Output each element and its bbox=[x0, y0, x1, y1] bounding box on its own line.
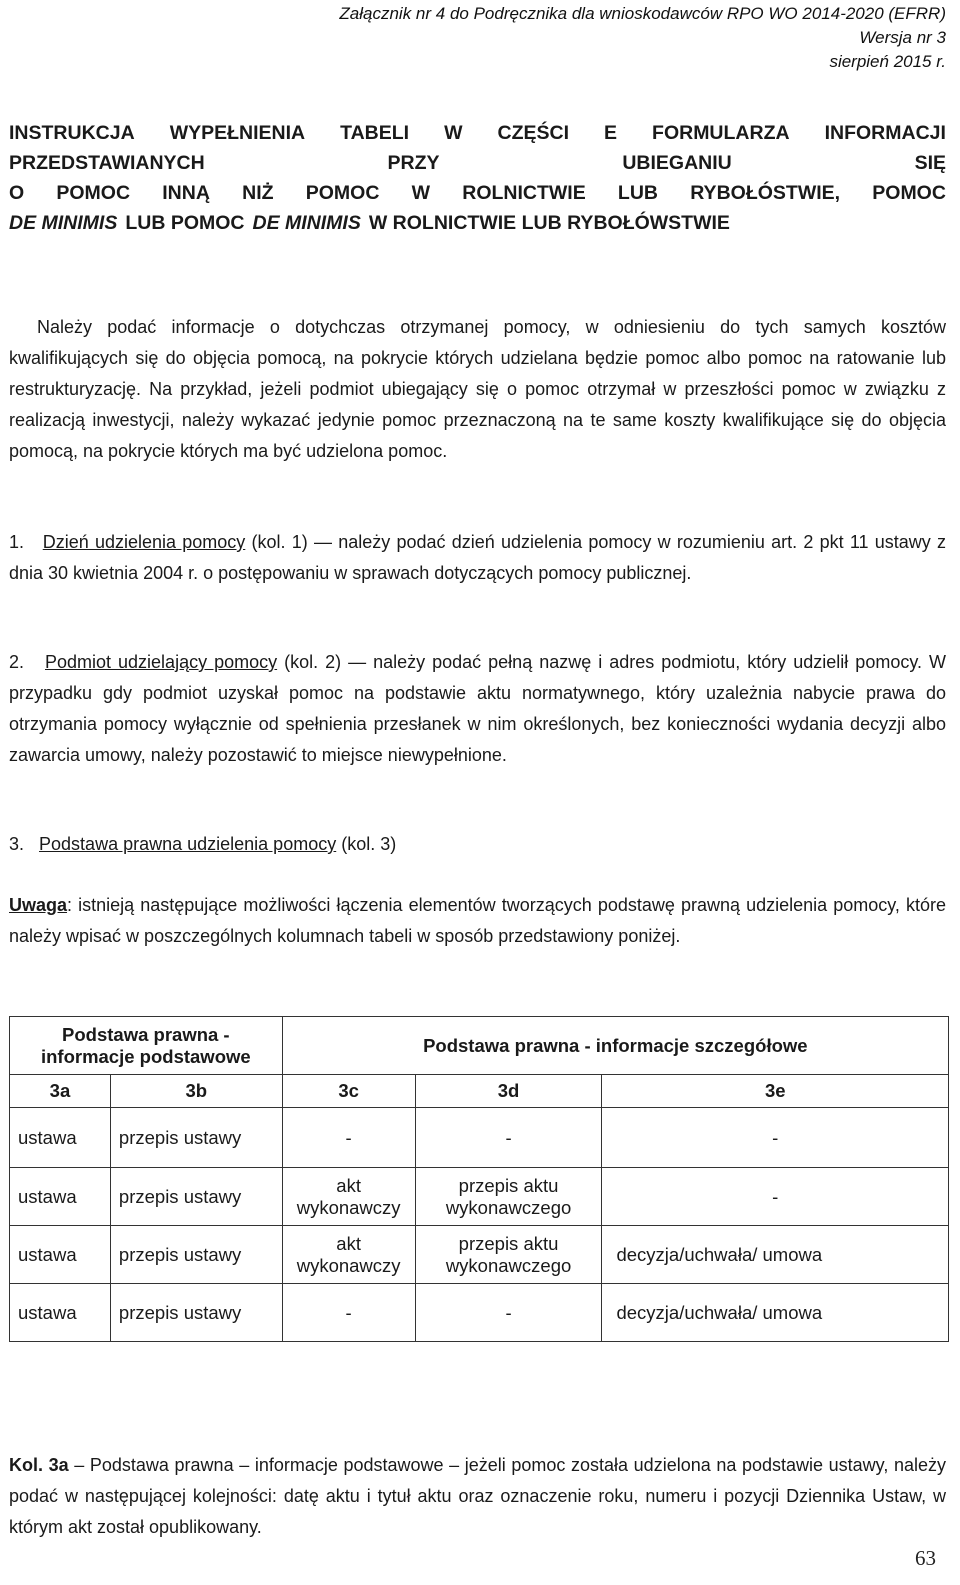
kol-3a-paragraph: Kol. 3a – Podstawa prawna – informacje podstawowe – jeżeli pomoc została udzielona na podstawie ustawy, należy podać w następującej kolejności: datę aktu i tytuł aktu oraz oznaczenie roku, numeru i pozycji Dziennika Ustaw, w którym akt został opublikowany. bbox=[9, 1455, 946, 1537]
col-code: 3c bbox=[282, 1075, 415, 1108]
item-1-paragraph: 1. Dzień udzielenia pomocy (kol. 1) — należy podać dzień udzielenia pomocy w rozumieniu art. 2 pkt 11 ustawy z dnia 30 kwietnia 2004 r. o postępowaniu w sprawach dotyczących pomocy publicznej. bbox=[9, 532, 946, 583]
table-cell: przepis ustawy bbox=[110, 1168, 282, 1226]
intro-paragraph: Należy podać informacje o dotychczas otrzymanej pomocy, w odniesieniu do tych samych kosztów kwalifikujących się do objęcia pomocą, na pokrycie których udzielana będzie pomoc albo pomoc na ratowanie lub restrukturyzację. Na przykład, jeżeli podmiot ubiegający się o pomoc otrzymał w przeszłości pomoc w związku z realizacją inwestycji, należy wykazać jedynie pomoc przeznaczoną na te same koszty kwalifikujące się do objęcia pomocą, na pokrycie których ma być udzielona pomoc. bbox=[9, 317, 946, 461]
kol-3a-label: Kol. 3a bbox=[9, 1455, 69, 1475]
table-row bbox=[10, 1108, 949, 1168]
page-number: 63 bbox=[915, 1546, 936, 1570]
legal-basis-table bbox=[9, 1016, 949, 1342]
col-code: 3b bbox=[110, 1075, 282, 1108]
table-cell: decyzja/uchwała/ umowa bbox=[602, 1226, 949, 1284]
item-3-label: Podstawa prawna udzielenia pomocy bbox=[39, 834, 337, 854]
table-cell: akt wykonawczy bbox=[282, 1226, 415, 1284]
col-code: 3d bbox=[415, 1075, 602, 1108]
table-cell: przepis ustawy bbox=[110, 1284, 282, 1342]
item-3-paragraph: 3. Podstawa prawna udzielenia pomocy (kol. 3) bbox=[9, 834, 397, 854]
table-cell: przepis aktu wykonawczego bbox=[415, 1168, 602, 1226]
note-paragraph: Uwaga: istnieją następujące możliwości łączenia elementów tworzących podstawę prawną udzielenia pomocy, które należy wpisać w poszczególnych kolumnach tabeli w sposób przedstawiony poniżej. bbox=[9, 895, 946, 946]
header-line-1: Załącznik nr 4 do Podręcznika dla wnioskodawców RPO WO 2014-2020 (EFRR) bbox=[339, 4, 946, 23]
table-cell: ustawa bbox=[10, 1108, 111, 1168]
table-row bbox=[10, 1284, 949, 1342]
table-header-row bbox=[10, 1017, 949, 1075]
document-title bbox=[9, 118, 946, 238]
item-1-label: Dzień udzielenia pomocy bbox=[42, 532, 246, 552]
table-cell: przepis ustawy bbox=[110, 1108, 282, 1168]
table-cell: ustawa bbox=[10, 1284, 111, 1342]
table-cell: ustawa bbox=[10, 1168, 111, 1226]
table-cell: - bbox=[415, 1108, 602, 1168]
header-basic-info: Podstawa prawna - informacje podstawowe bbox=[10, 1017, 283, 1075]
table-cell: - bbox=[415, 1284, 602, 1342]
table-cell: akt wykonawczy bbox=[282, 1168, 415, 1226]
note-label: Uwaga bbox=[9, 895, 68, 915]
table-cell: decyzja/uchwała/ umowa bbox=[602, 1284, 949, 1342]
header-line-3: sierpień 2015 r. bbox=[829, 52, 946, 71]
table-row bbox=[10, 1226, 949, 1284]
item-2-paragraph: 2. Podmiot udzielający pomocy (kol. 2) — należy podać pełną nazwę i adres podmiotu, który udzielił pomocy. W przypadku gdy podmiot uzyskał pomoc na podstawie aktu normatywnego, który uzależnia nabycie prawa do otrzymania pomocy wyłącznie od spełnienia przesłanek w nim określonych, bez konieczności wydania decyzji albo zawarcia umowy, należy pozostawić to miejsce niewypełnione. bbox=[9, 652, 946, 765]
table-row bbox=[10, 1168, 949, 1226]
table-cell: - bbox=[282, 1108, 415, 1168]
col-code: 3a bbox=[10, 1075, 111, 1108]
header-line-2: Wersja nr 3 bbox=[859, 28, 946, 47]
table-cell: - bbox=[282, 1284, 415, 1342]
header-detail-info: Podstawa prawna - informacje szczegółowe bbox=[282, 1017, 948, 1075]
title-line-2: PRZEDSTAWIANYCH PRZY UBIEGANIU SIĘ bbox=[9, 152, 946, 174]
table-cell: - bbox=[602, 1108, 949, 1168]
title-line-1: INSTRUKCJA WYPEŁNIENIA TABELI W CZĘŚCI E FORMULARZA INFORMACJI bbox=[9, 122, 946, 144]
table-cell: - bbox=[602, 1168, 949, 1226]
title-line-4: DE MINIMIS LUB POMOC DE MINIMIS W ROLNICTWIE LUB RYBOŁÓWSTWIE bbox=[9, 212, 730, 234]
table-cell: ustawa bbox=[10, 1226, 111, 1284]
document-header bbox=[339, 2, 946, 74]
item-2-label: Podmiot udzielający pomocy bbox=[45, 652, 278, 672]
table-column-codes-row bbox=[10, 1075, 949, 1108]
table-cell: przepis ustawy bbox=[110, 1226, 282, 1284]
col-code: 3e bbox=[602, 1075, 949, 1108]
title-line-3: O POMOC INNĄ NIŻ POMOC W ROLNICTWIE LUB RYBOŁÓSTWIE, POMOC bbox=[9, 182, 946, 204]
table-cell: przepis aktu wykonawczego bbox=[415, 1226, 602, 1284]
